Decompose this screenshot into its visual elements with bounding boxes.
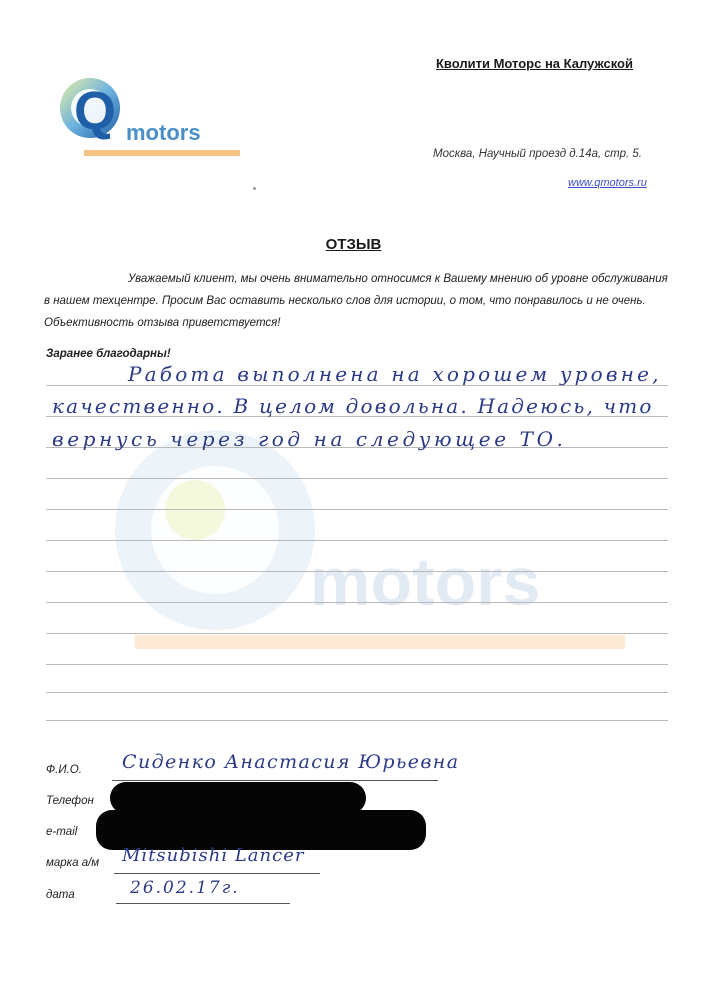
company-website-link[interactable]: www.qmotors.ru	[568, 177, 647, 189]
form-title: ОТЗЫВ	[325, 236, 382, 253]
svg-text:motors: motors	[310, 544, 541, 620]
date-value: 26.02.17г.	[130, 878, 240, 898]
thanks-note: Заранее благодарны!	[46, 348, 171, 360]
ruled-line	[46, 602, 668, 603]
ruled-line	[46, 664, 668, 665]
ruled-line	[46, 692, 668, 693]
ruled-line	[46, 478, 668, 479]
svg-text:motors: motors	[126, 120, 201, 145]
fio-underline	[112, 780, 438, 781]
phone-label: Телефон	[46, 795, 94, 807]
date-label: дата	[46, 889, 75, 901]
car-underline	[114, 873, 320, 874]
ruled-line	[46, 720, 668, 721]
fio-label: Ф.И.О.	[46, 764, 82, 776]
ruled-line	[46, 540, 668, 541]
car-label: марка а/м	[46, 857, 100, 869]
stray-dot	[253, 187, 256, 190]
form-intro: Уважаемый клиент, мы очень внимательно относимся к Вашему мнению об уровне обслуживания в нашем техцентре. Просим Вас оставить несколько слов для истории, о том, что понравилось и не очень. Объективность отзыва приветствуется!	[44, 273, 668, 329]
ruled-line	[46, 633, 668, 634]
car-value: Mitsubishi Lancer	[122, 845, 305, 866]
review-line-2: качественно. В целом довольна. Надеюсь, что	[52, 394, 654, 418]
company-name: Кволити Моторс на Калужской	[436, 56, 633, 71]
ruled-line	[46, 509, 668, 510]
date-underline	[116, 903, 290, 904]
qmotors-watermark	[95, 420, 635, 680]
review-line-1: Работа выполнена на хорошем уровне,	[128, 362, 662, 386]
company-address: Москва, Научный проезд д.14а, стр. 5.	[433, 148, 642, 160]
svg-text:Q: Q	[74, 81, 117, 141]
email-redaction	[96, 810, 426, 850]
ruled-line	[46, 571, 668, 572]
logo-tagline-strip	[84, 150, 240, 156]
email-label: e-mail	[46, 826, 78, 838]
review-line-3: вернусь через год на следующее ТО.	[52, 427, 567, 451]
fio-value: Сиденко Анастасия Юрьевна	[122, 751, 460, 773]
